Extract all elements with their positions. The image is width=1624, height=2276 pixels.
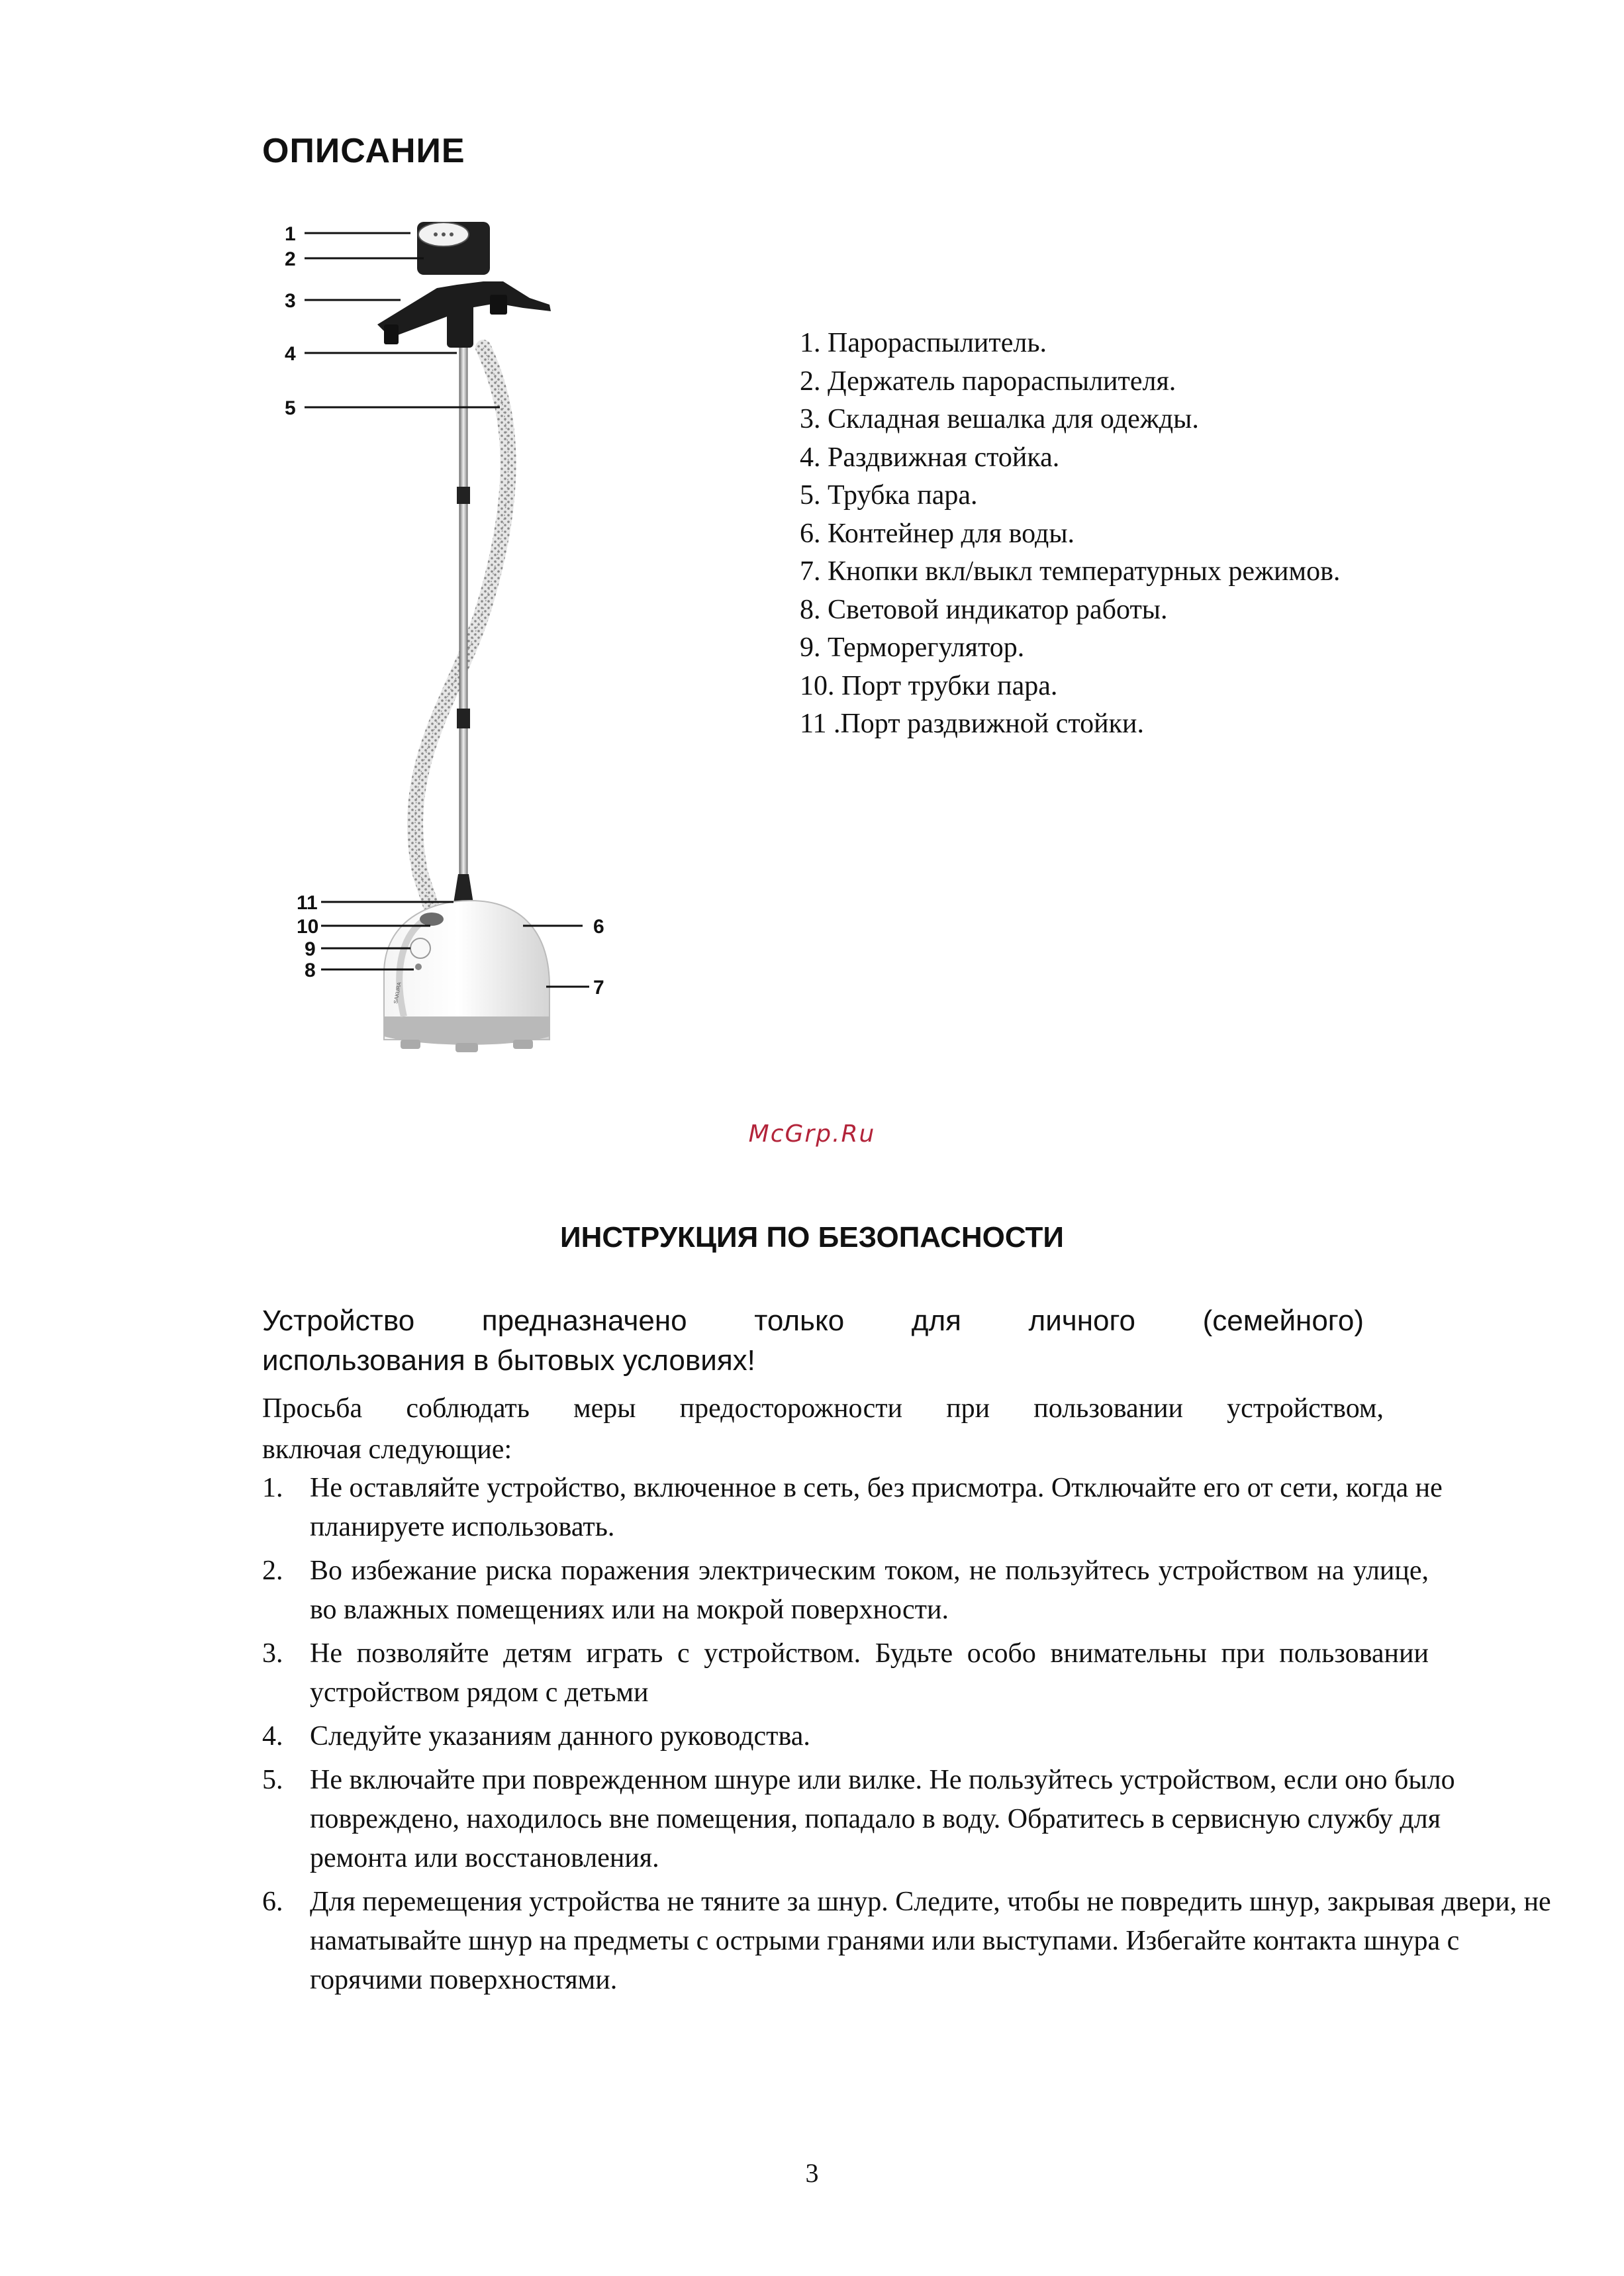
section-title-description: ОПИСАНИЕ (262, 132, 465, 170)
intro-notice (262, 1301, 1364, 1381)
thermostat-knob (410, 938, 430, 958)
safety-rule-text: Во избежание риска поражения электрическим током, не пользуйтесь устройством на улице, во влажных помещениях или на мокрой поверхности. (310, 1556, 1429, 1625)
safety-rule (262, 1717, 1507, 1756)
parts-list-item: 11 .Порт раздвижной стойки. (800, 709, 1144, 739)
callout-number: 1 (285, 223, 296, 245)
callout-number: 7 (593, 977, 604, 999)
section-title-safety: ИНСТРУКЦИЯ ПО БЕЗОПАСНОСТИ (559, 1221, 1065, 1254)
parts-list-item: 6. Контейнер для воды. (800, 518, 1075, 549)
callout-number: 4 (285, 343, 296, 365)
safety-rule-number: 5. (262, 1765, 283, 1795)
parts-list-item: 8. Световой индикатор работы. (800, 594, 1168, 625)
parts-list-item: 5. Трубка пара. (800, 480, 978, 511)
safety-rule-text: Для перемещения устройства не тяните за шнур. Следите, чтобы не повредить шнур, закрывая двери, не наматывайте шнур на предметы с острыми гранями или выступами. Избегайте контакта шнура с горячими поверхностями. (310, 1887, 1551, 1995)
safety-rule (262, 1883, 1554, 2000)
parts-list-item: 7. Кнопки вкл/выкл температурных режимов. (800, 556, 1341, 587)
safety-rules-list (262, 1469, 1551, 2004)
safety-rule (262, 1761, 1502, 1878)
callout-number: 10 (297, 916, 319, 938)
intro-paragraph (262, 1388, 1384, 1470)
parts-list-item: 2. Держатель парораспылителя. (800, 366, 1176, 397)
safety-rule-number: 4. (262, 1721, 283, 1752)
parts-list-item: 3. Складная вешалка для одежды. (800, 404, 1199, 434)
safety-rule-number: 3. (262, 1638, 283, 1669)
callout-number: 2 (285, 248, 296, 270)
callout-number: 5 (285, 397, 296, 419)
intro-paragraph-line: включая следующие: (262, 1434, 512, 1465)
safety-rule-text: Не включайте при поврежденном шнуре или вилке. Не пользуйтесь устройством, если оно было повреждено, находилось вне помещения, попадало в воду. Обратитесь в сервисную службу для ремонта или восстановления. (310, 1765, 1455, 1873)
telescopic-pole (459, 344, 467, 907)
safety-rule (262, 1552, 1429, 1630)
steamer-diagram (285, 212, 655, 1073)
safety-rule (262, 1469, 1462, 1547)
safety-rule-number: 6. (262, 1887, 283, 1917)
page-number: 3 (805, 2158, 819, 2188)
callout-number: 8 (305, 960, 316, 981)
parts-list-item: 9. Терморегулятор. (800, 632, 1025, 663)
parts-list (800, 324, 1340, 744)
callout-number: 6 (593, 916, 604, 938)
callout-number: 3 (285, 290, 296, 312)
intro-notice-line: использования в бытовых условиях! (262, 1344, 755, 1377)
parts-list-item: 10. Порт трубки пара. (800, 670, 1058, 701)
callout-number: 9 (305, 938, 316, 960)
safety-rule-number: 1. (262, 1473, 283, 1503)
safety-rule (262, 1634, 1429, 1712)
parts-list-item: 4. Раздвижная стойка. (800, 442, 1060, 473)
safety-rule-text: Следуйте указаниям данного руководства. (310, 1721, 810, 1752)
device-brand-mark: SAKURA (393, 981, 403, 1005)
safety-rule-number: 2. (262, 1556, 283, 1586)
intro-paragraph-line: Просьба соблюдать меры предосторожности при пользовании устройством, (262, 1393, 1384, 1424)
watermark: McGrp.Ru (748, 1120, 876, 1148)
intro-notice-line: Устройство предназначено только для личного (семейного) (262, 1305, 1364, 1337)
safety-rule-text: Не позволяйте детям играть с устройством. Будьте особо внимательны при пользовании устройством рядом с детьми (310, 1638, 1429, 1708)
safety-rule-text: Не оставляйте устройство, включенное в сеть, без присмотра. Отключайте его от сети, когда не планируете использовать. (310, 1473, 1443, 1542)
parts-list-item: 1. Парораспылитель. (800, 328, 1047, 358)
callout-number: 11 (297, 892, 318, 914)
